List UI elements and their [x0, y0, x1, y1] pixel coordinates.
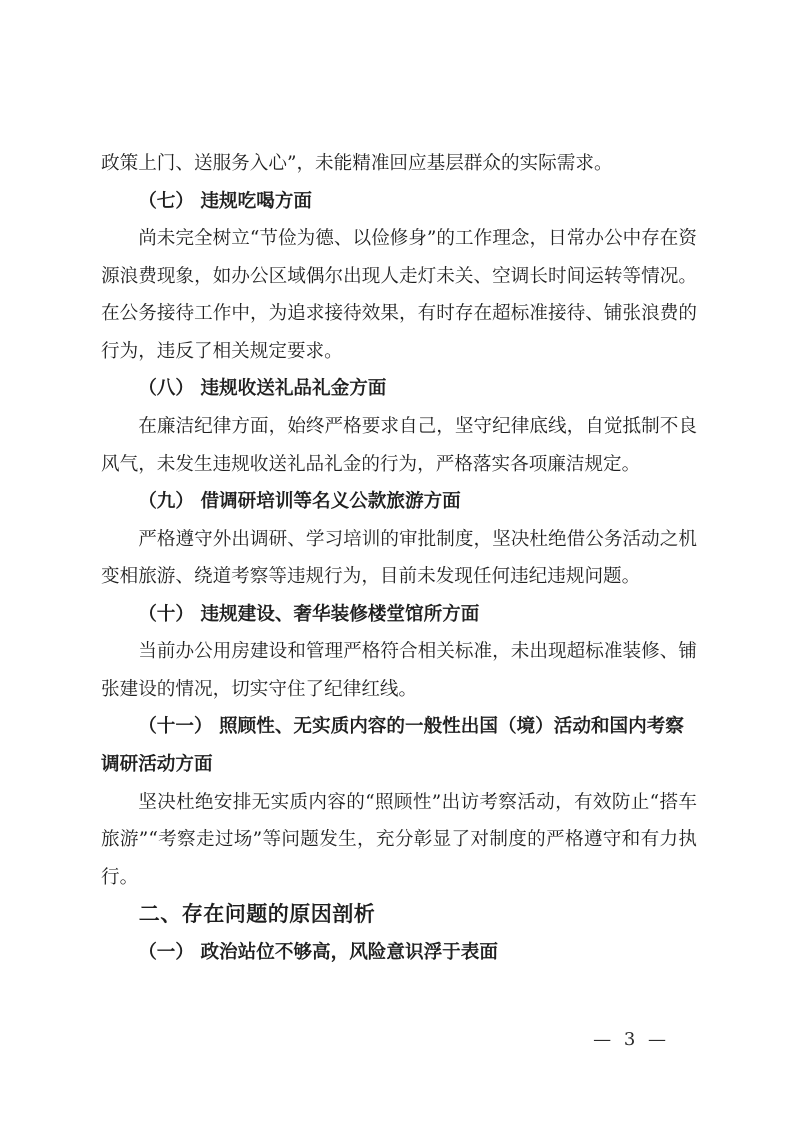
subsection-heading-10: （十） 违规建设、奢华装修楼堂馆所方面: [138, 603, 480, 625]
document-body: [101, 145, 697, 971]
paragraph-continued: 政策上门、送服务入心”，未能精准回应基层群众的实际需求。: [101, 153, 613, 174]
subsection-heading-1: （一） 政治站位不够高，风险意识浮于表面: [138, 941, 498, 963]
subsection-heading-9: （九） 借调研培训等名义公款旅游方面: [138, 491, 461, 513]
paragraph: 坚决杜绝安排无实质内容的“照顾性”出访考察活动，有效防止“搭车旅游”“考察走过场”等问题发生，充分彰显了对制度的严格遵守和有力执行。: [101, 791, 697, 888]
paragraph: 当前办公用房建设和管理严格符合相关标准，未出现超标准装修、铺张建设的情况，切实守住了纪律红线。: [101, 641, 697, 700]
paragraph: 严格遵守外出调研、学习培训的审批制度，坚决杜绝借公务活动之机变相旅游、绕道考察等违规行为，目前未发现任何违纪违规问题。: [101, 528, 697, 588]
subsection-heading-7: （七） 违规吃喝方面: [138, 190, 313, 212]
section-heading-2: 二、存在问题的原因剖析: [138, 902, 376, 927]
page-number: — 3 —: [593, 1029, 667, 1050]
subsection-heading-11: （十一） 照顾性、无实质内容的一般性出国（境）活动和国内考察调研活动方面: [101, 716, 684, 775]
paragraph: 在廉洁纪律方面，始终严格要求自己，坚守纪律底线，自觉抵制不良风气，未发生违规收送礼品礼金的行为，严格落实各项廉洁规定。: [101, 415, 697, 475]
subsection-heading-8: （八） 违规收送礼品礼金方面: [138, 378, 387, 400]
paragraph: 尚未完全树立“节俭为德、以俭修身”的工作理念，日常办公中存在资源浪费现象，如办公区域偶尔出现人走灯未关、空调长时间运转等情况。在公务接待工作中，为追求接待效果，有时存在超标准接待、铺张浪费的行为，违反了相关规定要求。: [101, 228, 697, 362]
